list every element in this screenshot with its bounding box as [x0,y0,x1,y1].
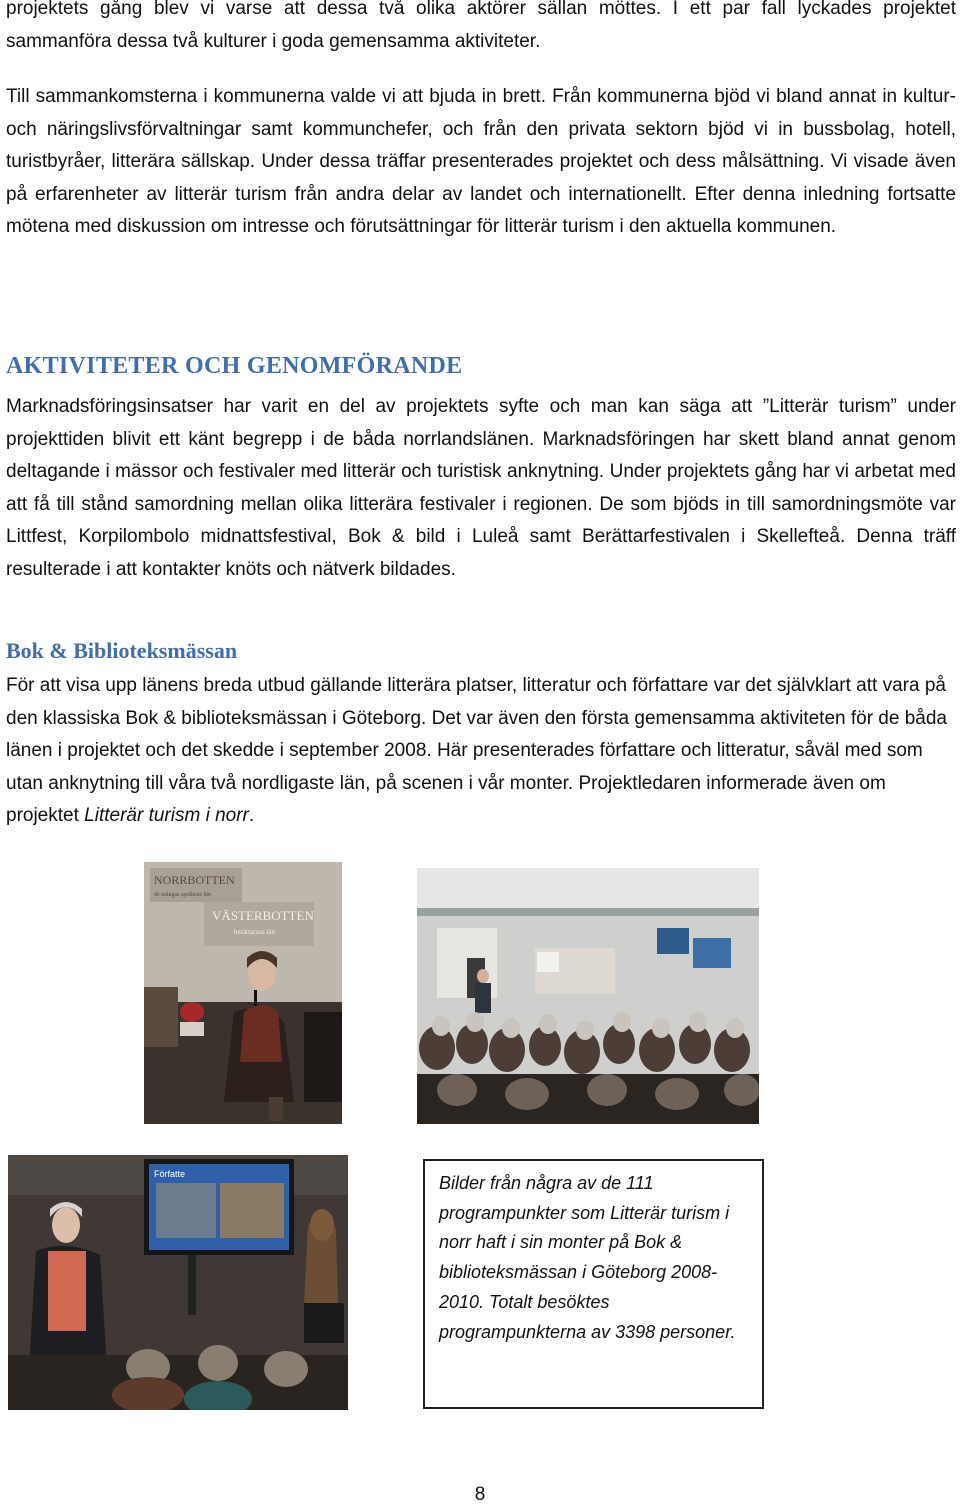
sign-vasterbotten-sub: berättarnas län [234,928,276,936]
photo-speaker-illustration [144,862,342,1124]
sign-vasterbotten: VÄSTERBOTTEN [212,908,314,923]
page-number: 8 [474,1484,486,1505]
paragraph-meetings: Till sammankomsterna i kommunerna valde vi att bjuda in brett. Från kommunerna bjöd vi bland annat in kultur- och näringslivsförvaltningar samt kommunchefer, och från den privata sektorn bjöd vi in bussbolag, hotell, turistbyråer, litterära sällskap. Under dessa träffar presenterades projektet och dess målsättning. Vi visade även på erfarenheter av litterär turism från andra delar av landet och internationellt. Efter denna inledning fortsatte mötena med diskussion om intresse och förutsättningar för litterär turism i den aktuella kommunen. [6,86,956,237]
sign-norrbotten-sub: de mångas språkens län [154,892,211,898]
paragraph-book-fair-period: . [248,805,255,826]
photo-speaker-at-booth [144,862,342,1124]
paragraph-book-fair [6,670,956,833]
photo-presenter-with-screen [8,1155,348,1410]
photo-presenter-illustration [8,1155,348,1410]
project-name-italic: Litterär turism i norr [84,805,249,826]
photo-caption: Bilder från några av de 111 programpunkter som Litterär turism i norr haft i sin monter på Bok & biblioteksmässan i Göteborg 2008-2010. Totalt besöktes programpunkterna av 3398 personer. [439,1173,736,1342]
sign-norrbotten: NORRBOTTEN [154,873,235,887]
photo-audience-at-fair [417,868,759,1124]
paragraph-intro-end: projektets gång blev vi varse att dessa två olika aktörer sällan möttes. I ett par fall lyckades projektet sammanföra dessa två kulturer i goda gemensamma aktiviteter. [6,0,956,52]
screen-label: Författe [154,1169,186,1179]
paragraph-book-fair-text: För att visa upp länens breda utbud gällande litterära platser, litteratur och författare var det självklart att vara på den klassiska Bok & biblioteksmässan i Göteborg. Det var även den första gemensamma aktiviteten för de båda länen i projektet och det skedde i september 2008. Här presenterades författare och litteratur, såväl med som utan anknytning till våra två nordligaste län, på scenen i vår monter. Projektledaren informerade även om projektet [6,675,947,826]
heading-aktiviteter: AKTIVITETER OCH GENOMFÖRANDE [6,353,463,379]
paragraph-marketing: Marknadsföringsinsatser har varit en del av projektets syfte och man kan säga att ”Litterär turism” under projekttiden blivit ett känt begrepp i de båda norrlandslänen. Marknadsföringen har skett bland annat genom deltagande i mässor och festivaler med litterär och turistisk anknytning. Under projektets gång har vi arbetat med att få till stånd samordning mellan olika litterära festivaler i regionen. De som bjöds in till samordningsmöte var Littfest, Korpilombolo midnattsfestival, Bok & bild i Luleå samt Berättarfestivalen i Skellefteå. Denna träff resulterade i att kontakter knöts och nätverk bildades. [6,396,956,580]
heading-bok-biblioteksmassan: Bok & Biblioteksmässan [6,638,238,663]
photo-caption-box [423,1159,764,1409]
photo-audience-illustration [417,868,759,1124]
